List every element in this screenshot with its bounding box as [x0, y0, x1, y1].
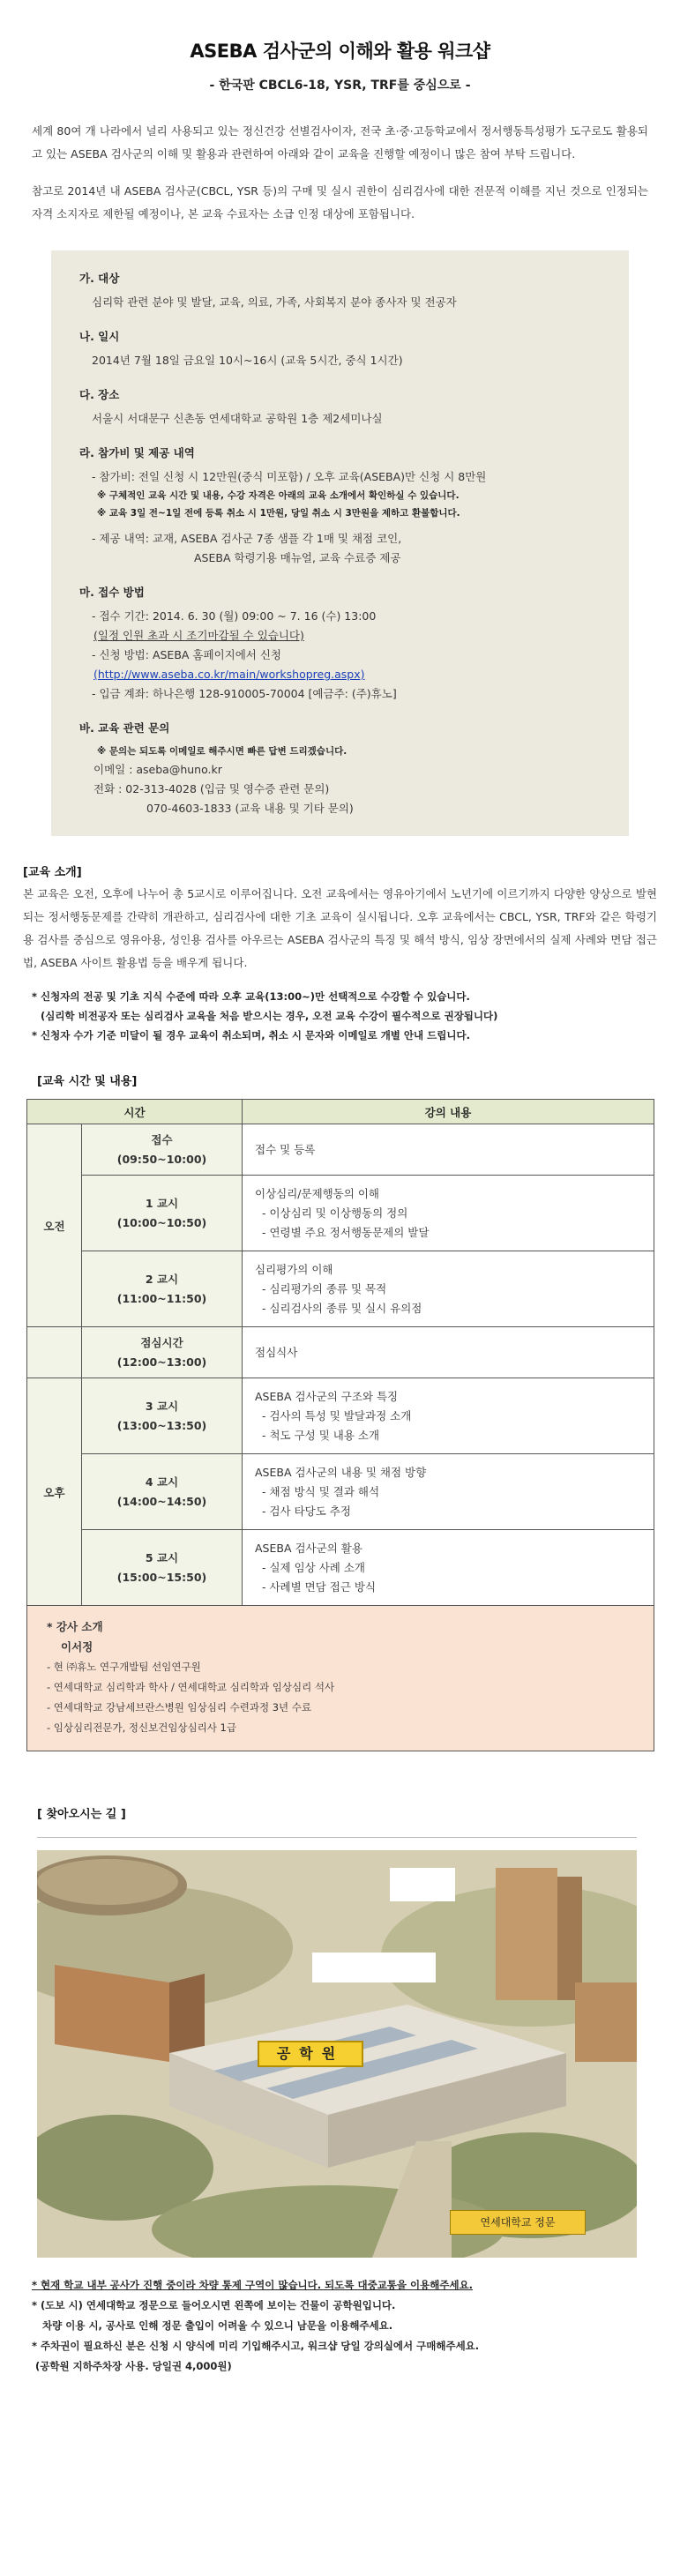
place-text: 서울시 서대문구 신촌동 연세대학교 공학원 1층 제2세미나실 [92, 412, 383, 425]
directions-note-1: * 현재 학교 내부 공사가 진행 중이라 차량 통제 구역이 많습니다. 되도록 대중교통을 이용해주세요. [32, 2279, 474, 2291]
table-row [27, 1176, 654, 1251]
content-cell: ASEBA 검사군의 활용 - 실제 임상 사례 소개 - 사례별 면담 접근 방식 [243, 1530, 654, 1606]
apply-period: - 접수 기간: 2014. 6. 30 (월) 09:00 ~ 7. 16 (수) 13:00 [92, 609, 377, 623]
period-am: 오전 [27, 1124, 82, 1327]
fee-note-1: ※ 구체적인 교육 시간 및 내용, 수강 자격은 아래의 교육 소개에서 확인하실 수 있습니다. [97, 490, 460, 501]
table-row [27, 1530, 654, 1606]
directions-note-2: * (도보 시) 연세대학교 정문으로 들어오시면 왼쪽에 보이는 건물이 공학원입니다. [32, 2299, 396, 2311]
page-title: ASEBA 검사군의 이해와 활용 워크샵 [190, 41, 490, 62]
instructor-item: - 연세대학교 심리학과 학사 / 연세대학교 심리학과 임상심리 석사 [47, 1681, 335, 1693]
slot-cell: 접수 (09:50~10:00) [82, 1124, 243, 1176]
schedule-heading: [교육 시간 및 내용] [37, 1075, 138, 1088]
contact-note: ※ 문의는 되도록 이메일로 해주시면 빠른 답변 드리겠습니다. [97, 746, 347, 757]
date-text: 2014년 7월 18일 금요일 10시~16시 (교육 5시간, 중식 1시간) [92, 354, 403, 367]
instructor-heading: * 강사 소개 [47, 1620, 103, 1633]
slot-cell: 점심시간 (12:00~13:00) [82, 1327, 243, 1378]
edu-body: 본 교육은 오전, 오후에 나누어 총 5교시로 이루어집니다. 오전 교육에서는 영유아기에서 노년기에 이르기까지 다양한 양상으로 발현되는 정서행동문제를 간략히 개관하고, 심리검사에 대한 기초 교육이 실시됩니다. 오후 교육에서는 CBCL, YSR, TRF와 같은 학령기용 검사를 중심으로 영유아용, 성인용 검사를 아우르는 ASEBA 검사군의 특징 및 해석 방식, 임상 장면에서의 실제 사례와 면담 접근법, ASEBA 사이트 활용법 등을 배우게 됩니다. [23, 887, 657, 969]
schedule-table [26, 1099, 654, 1606]
target-text: 심리학 관련 분야 및 발달, 교육, 의료, 가족, 사회복지 분야 종사자 및 전공자 [92, 295, 457, 309]
table-row [27, 1124, 654, 1176]
apply-section [79, 584, 601, 704]
gate-label: 연세대학교 정문 [450, 2210, 586, 2235]
fee-section [79, 444, 601, 568]
slot-cell: 2 교시 (11:00~11:50) [82, 1251, 243, 1327]
date-section [79, 328, 601, 370]
instructor-box [26, 1606, 654, 1751]
directions-notes [32, 2275, 680, 2377]
edu-notes [32, 987, 657, 1045]
slot-cell: 4 교시 (14:00~14:50) [82, 1454, 243, 1530]
target-section [79, 270, 601, 312]
slot-cell: 1 교시 (10:00~10:50) [82, 1176, 243, 1251]
table-row [27, 1378, 654, 1454]
intro-section [32, 120, 648, 226]
intro-paragraph-2: 참고로 2014년 내 ASEBA 검사군(CBCL, YSR 등)의 구매 및 실시 권한이 심리검사에 대한 전문적 이해를 지닌 것으로 인정되는 자격 소지자로 제한될 예정이나, 본 교육 수료자는 소급 인정 대상에 포함됩니다. [32, 184, 648, 220]
col-time-header: 시간 [27, 1100, 243, 1124]
contact-section [79, 720, 601, 818]
building-label: 공학원 [258, 2041, 363, 2067]
edu-heading: [교육 소개] [23, 866, 82, 879]
target-heading: 가. 대상 [79, 272, 120, 285]
content-cell: ASEBA 검사군의 내용 및 채점 방향 - 채점 방식 및 결과 해석 - 검사 타당도 추정 [243, 1454, 654, 1530]
period-pm: 오후 [27, 1378, 82, 1606]
contact-phone-2: 070-4603-1833 (교육 내용 및 기타 문의) [146, 802, 354, 815]
edu-note-2: * 신청자 수가 기준 미달이 될 경우 교육이 취소되며, 취소 시 문자와 이메일로 개별 안내 드립니다. [32, 1029, 470, 1042]
info-box [51, 250, 629, 836]
edu-note-1b: (심리학 비전공자 또는 심리검사 교육을 처음 받으시는 경우, 오전 교육 수강이 필수적으로 권장됩니다) [41, 1010, 498, 1022]
fee-text: - 참가비: 전일 신청 시 12만원(중식 미포함) / 오후 교육(ASEBA)만 신청 시 8만원 [92, 470, 487, 483]
contact-phone-1: 전화 : 02-313-4028 (입금 및 영수증 관련 문의) [93, 782, 330, 795]
provided-text: - 제공 내역: 교재, ASEBA 검사군 7종 샘플 각 1매 및 채점 코인, [92, 532, 402, 545]
contact-heading: 바. 교육 관련 문의 [79, 721, 170, 735]
table-row [27, 1327, 654, 1378]
page-subtitle: - 한국판 CBCL6-18, YSR, TRF를 중심으로 - [209, 78, 471, 93]
apply-method: - 신청 방법: ASEBA 홈페이지에서 신청 [92, 648, 281, 661]
instructor-item: - 임상심리전문가, 정신보건임상심리사 1급 [47, 1721, 236, 1734]
content-cell: 이상심리/문제행동의 이해 - 이상심리 및 이상행동의 정의 - 연령별 주요 정서행동문제의 발달 [243, 1176, 654, 1251]
content-cell: ASEBA 검사군의 구조와 특징 - 검사의 특성 및 발달과정 소개 - 척도 구성 및 내용 소개 [243, 1378, 654, 1454]
slot-cell: 5 교시 (15:00~15:50) [82, 1530, 243, 1606]
divider [37, 1837, 637, 1838]
instructor-name: 이서정 [61, 1640, 93, 1654]
campus-map-image [37, 1850, 637, 2258]
apply-link[interactable]: (http://www.aseba.co.kr/main/workshopreg.aspx) [93, 668, 365, 681]
bank-account: - 입금 계좌: 하나은행 128-910005-70004 [예금주: (주)휴노] [92, 687, 397, 700]
schedule-header-row [27, 1100, 654, 1124]
contact-email: 이메일 : aseba@huno.kr [93, 763, 222, 776]
slot-cell: 3 교시 (13:00~13:50) [82, 1378, 243, 1454]
fee-note-2: ※ 교육 3일 전~1일 전에 등록 취소 시 1만원, 당일 취소 시 3만원을 제하고 환불합니다. [97, 508, 460, 519]
edu-note-1: * 신청자의 전공 및 기초 지식 수준에 따라 오후 교육(13:00~)만 선택적으로 수강할 수 있습니다. [32, 990, 470, 1003]
fee-heading: 라. 참가비 및 제공 내역 [79, 446, 195, 459]
instructor-item: - 현 ㈜휴노 연구개발팀 선임연구원 [47, 1661, 201, 1673]
directions-note-3b: (공학원 지하주차장 사용. 당일권 4,000원) [35, 2360, 232, 2372]
apply-heading: 마. 접수 방법 [79, 586, 145, 599]
content-cell: 심리평가의 이해 - 심리평가의 종류 및 목적 - 심리검사의 종류 및 실시 유의점 [243, 1251, 654, 1327]
place-section [79, 386, 601, 429]
apply-period-note: (일정 인원 초과 시 조기마감될 수 있습니다) [93, 629, 304, 642]
directions-note-3: * 주차권이 필요하신 분은 신청 시 양식에 미리 기입해주시고, 워크샵 당일 강의실에서 구매해주세요. [32, 2340, 480, 2352]
provided-text-2: ASEBA 학령기용 매뉴얼, 교육 수료증 제공 [194, 551, 401, 564]
place-heading: 다. 장소 [79, 388, 120, 401]
col-content-header: 강의 내용 [243, 1100, 654, 1124]
date-heading: 나. 일시 [79, 330, 120, 343]
instructor-item: - 연세대학교 강남세브란스병원 임상심리 수련과정 3년 수료 [47, 1701, 312, 1714]
content-cell: 점심식사 [243, 1327, 654, 1378]
content-cell: 접수 및 등록 [243, 1124, 654, 1176]
intro-paragraph-1: 세계 80여 개 나라에서 널리 사용되고 있는 정신건강 선별검사이자, 전국 초·중·고등학교에서 정서행동특성평가 도구로도 활용되고 있는 ASEBA 검사군의 이해 및 활용과 관련하여 아래와 같이 교육을 진행할 예정이니 많은 참여 부탁 드립니다. [32, 124, 648, 161]
table-row [27, 1251, 654, 1327]
table-row [27, 1454, 654, 1530]
directions-note-2b: 차량 이용 시, 공사로 인해 정문 출입이 어려울 수 있으니 남문을 이용해주세요. [42, 2319, 393, 2332]
directions-heading: [ 찾아오시는 길 ] [37, 1808, 126, 1821]
